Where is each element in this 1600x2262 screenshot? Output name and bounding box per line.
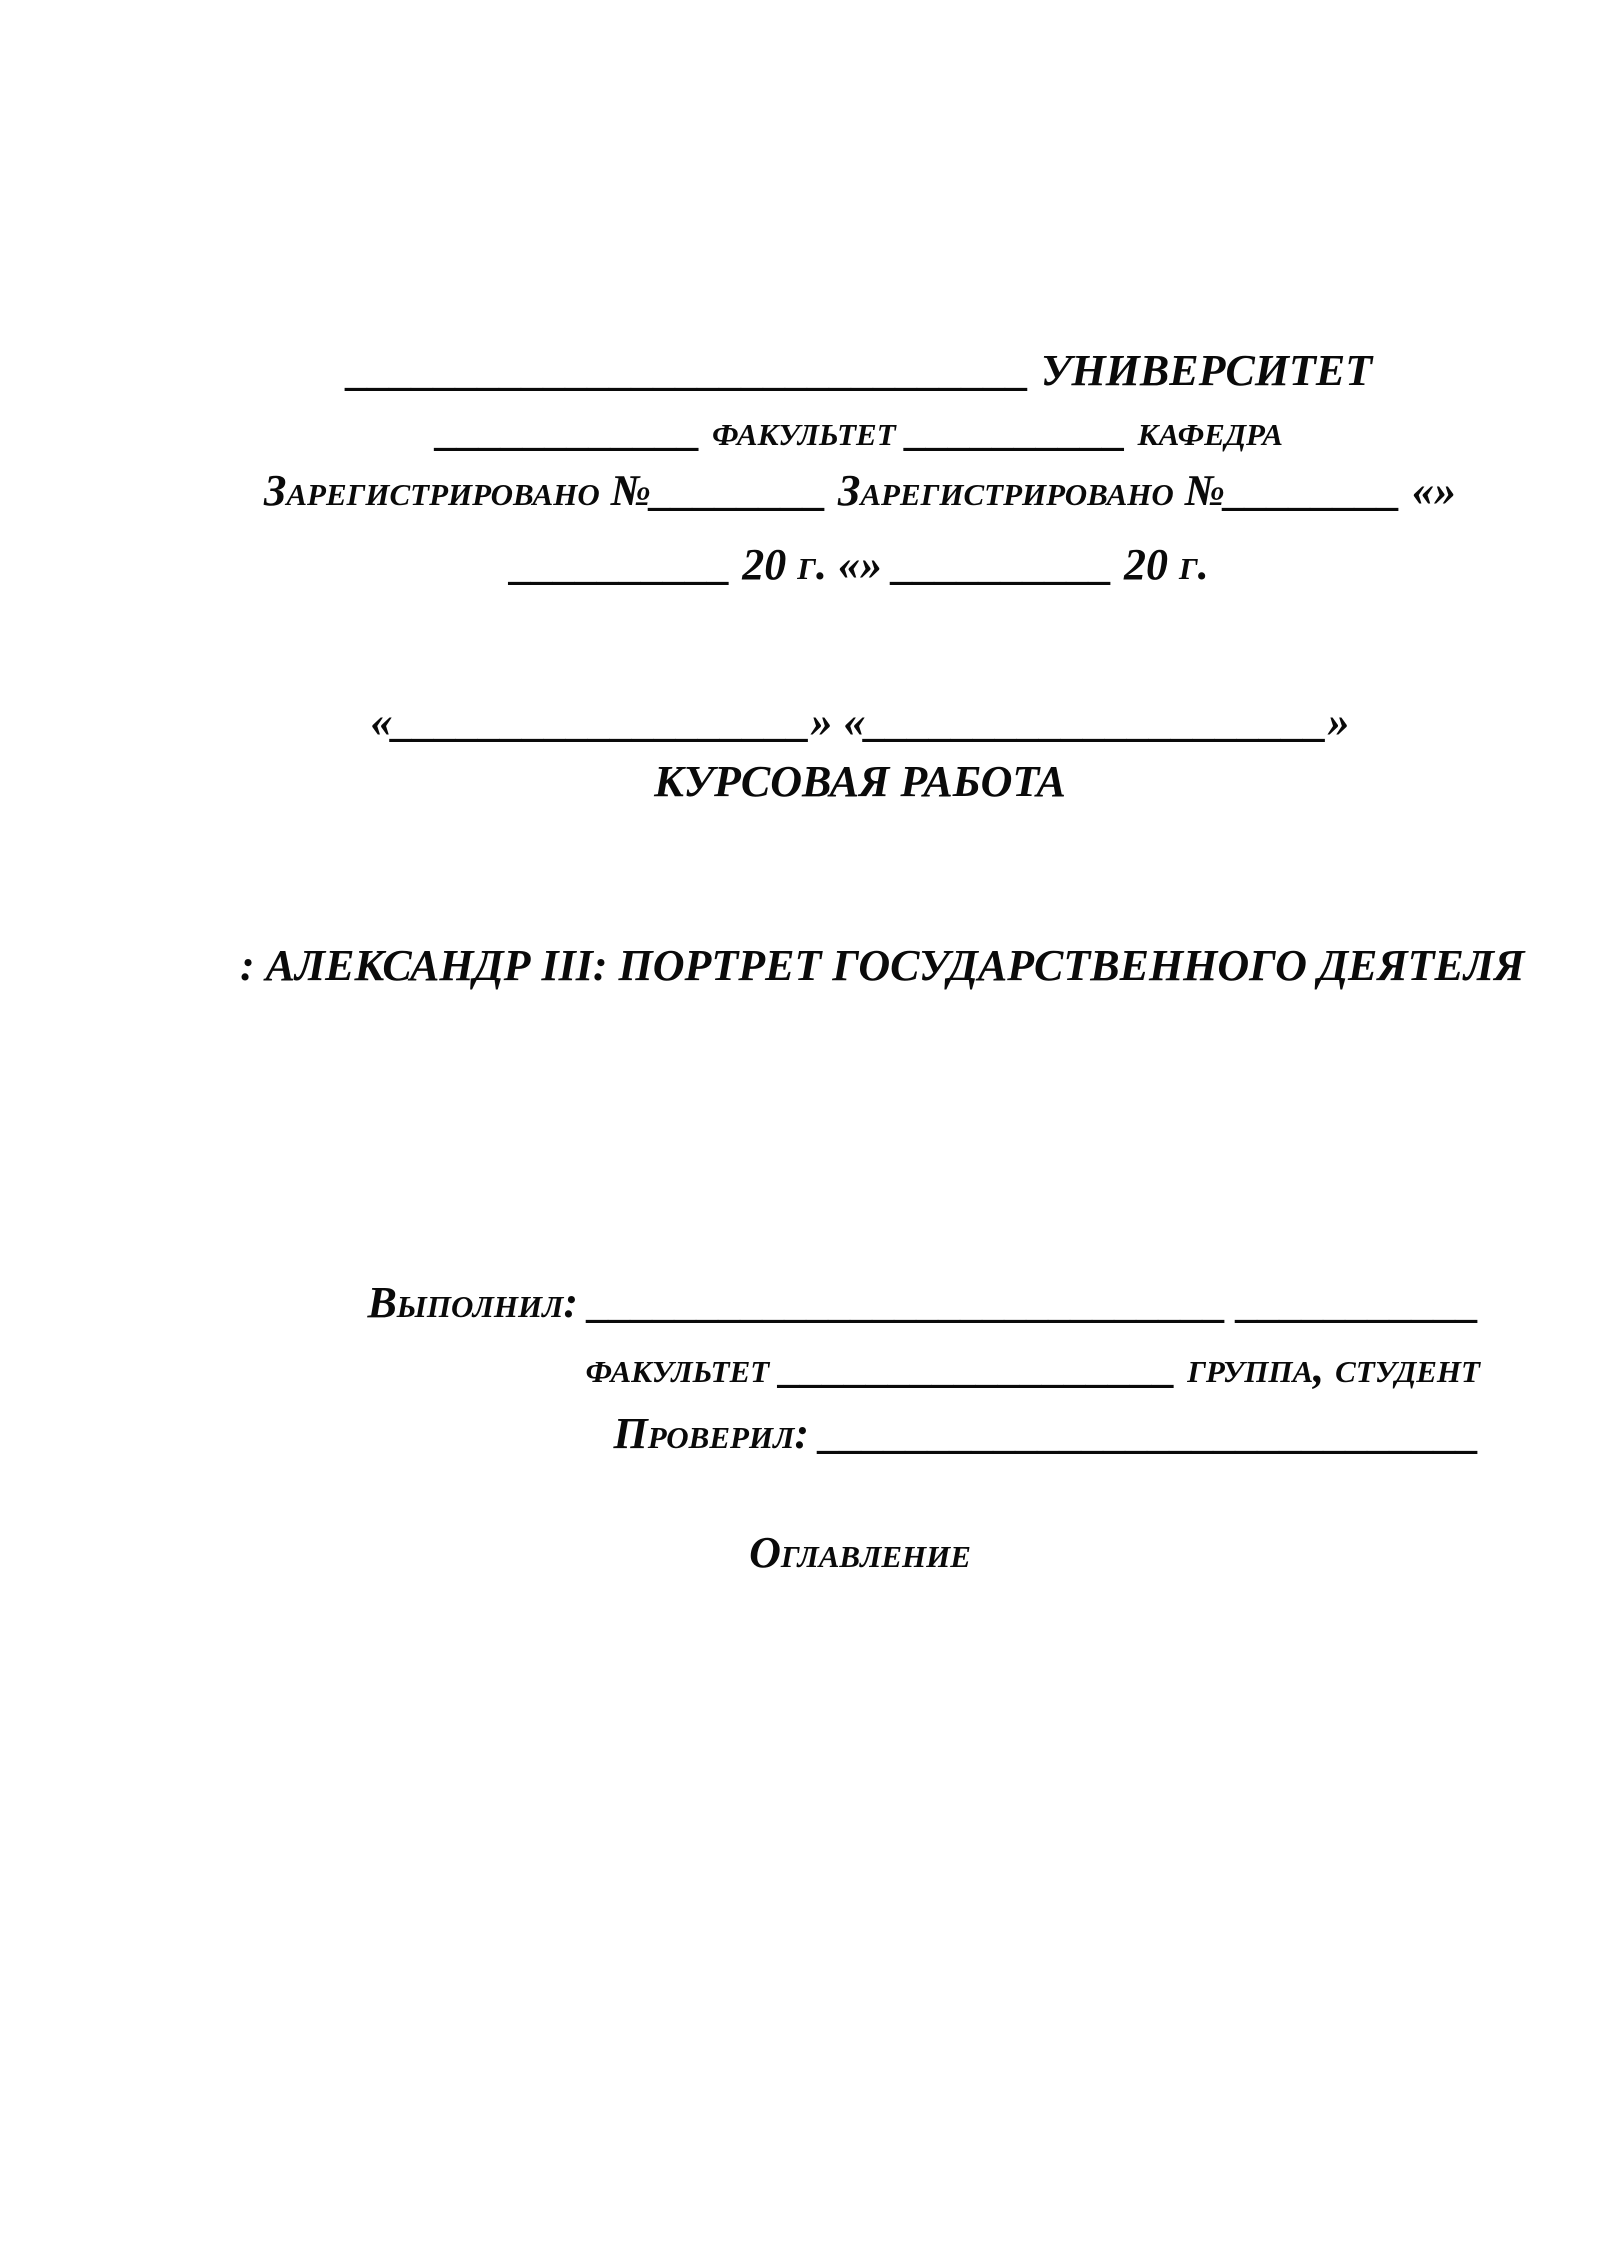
work-type-heading: КУРСОВАЯ РАБОТА [654, 757, 1066, 806]
registration-line: Зарегистрировано №________ Зарегистрировано №________ «» [263, 466, 1457, 515]
topic-title: : АЛЕКСАНДР III: ПОРТРЕТ ГОСУДАРСТВЕННОГО ДЕЯТЕЛЯ [240, 941, 1525, 990]
toc-heading: Оглавление [749, 1528, 971, 1577]
checked-by-line: Проверил: ______________________________ [613, 1409, 1480, 1458]
year-line: __________ 20 г. «» __________ 20 г. [511, 540, 1209, 589]
faculty-department-line: ____________ факультет __________ кафедра [437, 406, 1283, 455]
signature-quotes-line: «___________________» «_____________________» [370, 697, 1350, 746]
faculty-group-line: факультет __________________ группа, студент [585, 1343, 1480, 1392]
university-line: _______________________________ УНИВЕРСИТЕТ [347, 346, 1373, 395]
performed-by-line: Выполнил: _____________________________ ___________ [367, 1278, 1480, 1327]
